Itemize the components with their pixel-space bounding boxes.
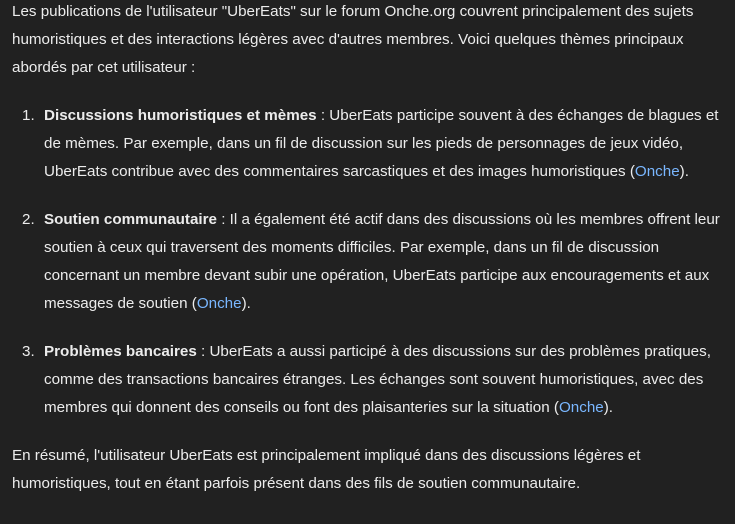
list-item-after: ). bbox=[241, 295, 251, 312]
list-item-number: 2. bbox=[22, 211, 35, 228]
list-item-text: UberEats participe souvent à des échanges de blagues et de mèmes. Par exemple, dans un fil de discussion sur les pieds de personnages de jeux vidéo, UberEats contribue avec des commentaires sarcastiques et des images humoristiques ( bbox=[44, 107, 719, 180]
list-item-title: Problèmes bancaires bbox=[44, 343, 197, 360]
list-item-number: 3. bbox=[22, 343, 35, 360]
intro-paragraph: Les publications de l'utilisateur "UberEats" sur le forum Onche.org couvrent principalement des sujets humoristiques et des interactions légères avec d'autres membres. Voici quelques thèmes principaux abordés par cet utilisateur : bbox=[12, 3, 694, 76]
list-item-separator: : bbox=[196, 343, 210, 360]
list-item-number: 1. bbox=[22, 107, 35, 124]
list-item-text: Il a également été actif dans des discussions où les membres offrent leur soutien à ceux qui traversent des moments difficiles. Par exemple, dans un fil de discussion concernant un membre devant subir une opération, UberEats participe aux encouragements et aux messages de soutien ( bbox=[44, 211, 720, 312]
source-link-onche[interactable]: Onche bbox=[634, 163, 680, 180]
list-item bbox=[12, 102, 729, 186]
list-item-title: Soutien communautaire bbox=[44, 211, 217, 228]
list-item-after: ). bbox=[603, 399, 614, 416]
list-item-separator: : bbox=[217, 211, 230, 228]
list-item bbox=[12, 338, 729, 422]
list-item-text: UberEats a aussi participé à des discussions sur des problèmes pratiques, comme des transactions bancaires étranges. Les échanges sont souvent humoristiques, avec des membres qui donnent des conseils ou font des plaisanteries sur la situation ( bbox=[44, 343, 711, 416]
summary-paragraph: En résumé, l'utilisateur UberEats est principalement impliqué dans des discussions légères et humoristiques, tout en étant parfois présent dans des fils de soutien communautaire. bbox=[12, 447, 641, 492]
list-item-separator: : bbox=[316, 107, 330, 124]
list-item-after: ). bbox=[679, 163, 689, 180]
themes-list bbox=[12, 102, 735, 422]
source-link-onche[interactable]: Onche bbox=[196, 295, 242, 312]
list-item bbox=[12, 206, 729, 318]
source-link-onche[interactable]: Onche bbox=[558, 399, 604, 416]
list-item-title: Discussions humoristiques et mèmes bbox=[44, 107, 317, 124]
